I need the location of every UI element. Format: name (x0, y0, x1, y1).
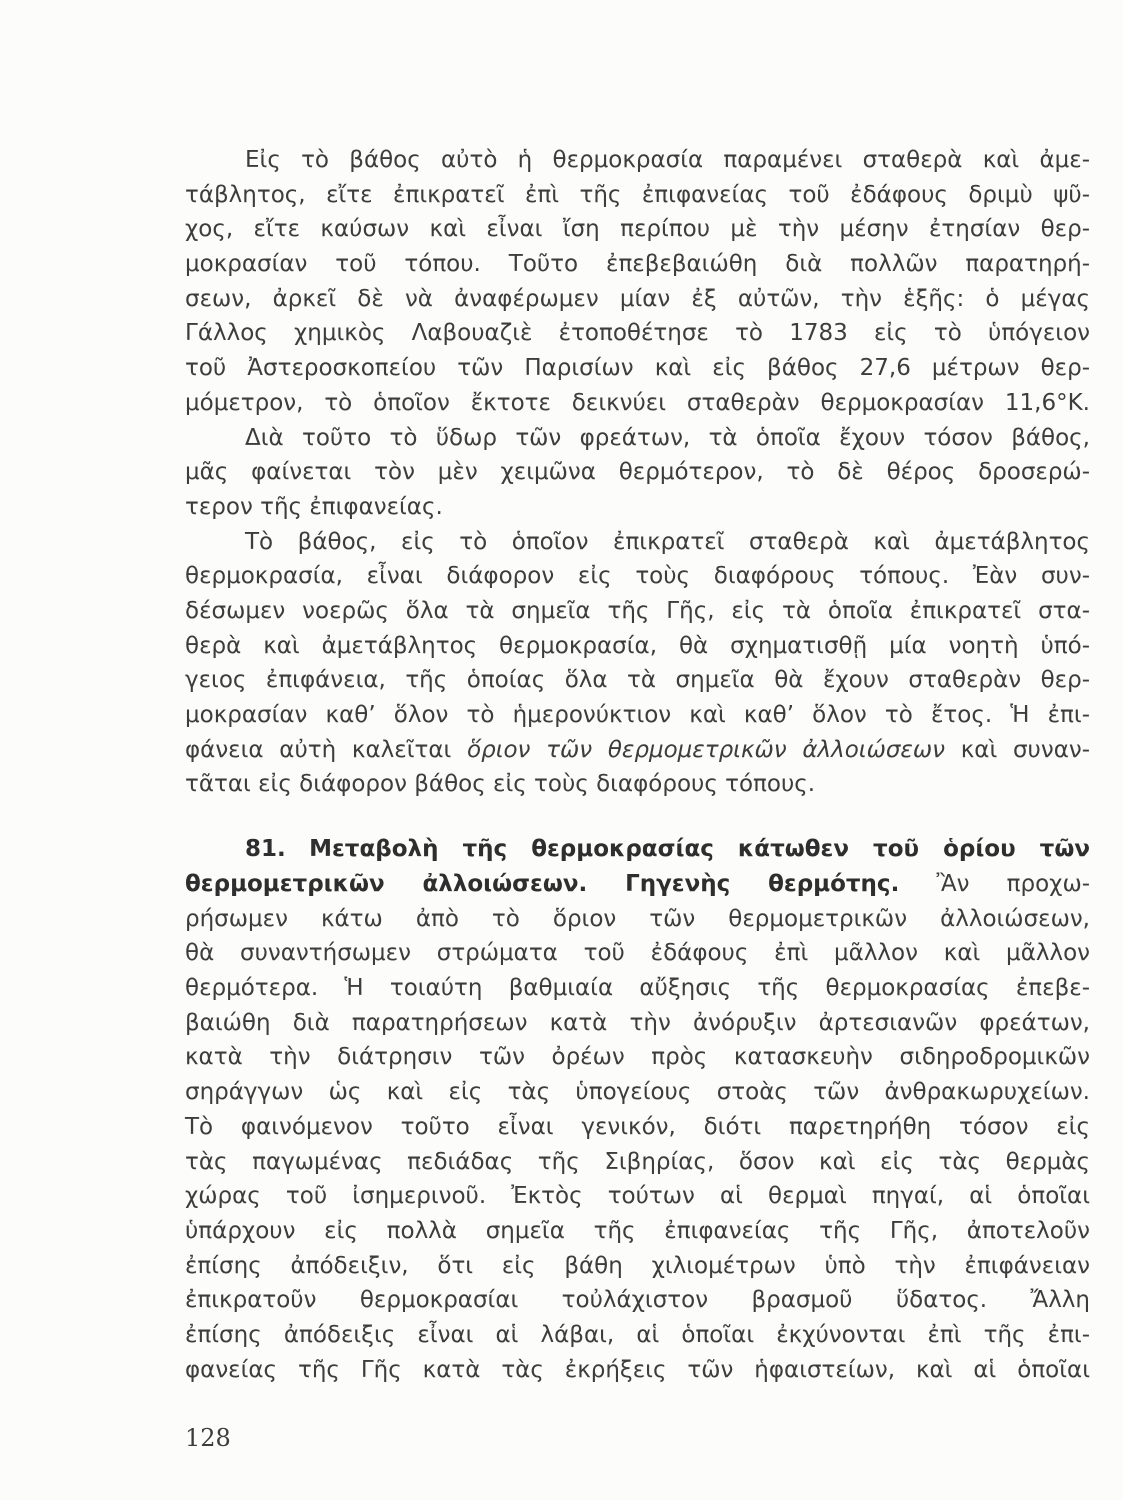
paragraph-first-line: Τὸ βάθος, εἰς τὸ ὁποῖον ἐπικρατεῖ σταθερὰ καὶ ἀμετάβλητος (245, 528, 1090, 555)
text-segment: Ἂν προχω- (936, 871, 1091, 898)
text-line: μόμετρον, τὸ ὁποῖον ἔκτοτε δεικνύει σταθερὰν θερμοκρασίαν 11,6°Κ. (185, 389, 1090, 416)
text-line: θερμότερα. Ἡ τοιαύτη βαθμιαία αὔξησις τῆς θερμοκρασίας ἐπεβε- (185, 975, 1090, 1002)
paragraph-first-line: Εἰς τὸ βάθος αὐτὸ ἡ θερμοκρασία παραμένει σταθερὰ καὶ ἀμε- (245, 147, 1090, 173)
text-line: τάβλητος, εἴτε ἐπικρατεῖ ἐπὶ τῆς ἐπιφανείας τοῦ ἐδάφους δριμὺ ψῦ- (185, 181, 1090, 208)
text-line: θὰ συναντήσωμεν στρώματα τοῦ ἐδάφους ἐπὶ μᾶλλον καὶ μᾶλλον (185, 940, 1090, 967)
text-line: τοῦ Ἀστεροσκοπείου τῶν Παρισίων καὶ εἰς βάθος 27,6 μέτρων θερ- (185, 355, 1090, 382)
text-line: ὑπάρχουν εἰς πολλὰ σημεῖα τῆς ἐπιφανείας τῆς Γῆς, ἀποτελοῦν (185, 1217, 1090, 1244)
text-line: τὰς παγωμένας πεδιάδας τῆς Σιβηρίας, ὅσον καὶ εἰς τὰς θερμὰς (185, 1148, 1090, 1175)
text-line: μᾶς φαίνεται τὸν μὲν χειμῶνα θερμότερον, τὸ δὲ θέρος δροσερώ- (185, 459, 1090, 486)
text-segment: καὶ συναν- (960, 736, 1091, 763)
text-line: σεων, ἀρκεῖ δὲ νὰ ἀναφέρωμεν μίαν ἐξ αὐτῶν, τὴν ἑξῆς: ὁ μέγας (185, 285, 1090, 312)
text-line: γειος ἐπιφάνεια, τῆς ὁποίας ὅλα τὰ σημεῖα θὰ ἔχουν σταθερὰν θερ- (185, 667, 1090, 694)
text-line: χος, εἴτε καύσων καὶ εἶναι ἴση περίπου μὲ τὴν μέσην ἐτησίαν θερ- (185, 216, 1090, 243)
section-title: Μεταβολὴ τῆς θερμοκρασίας κάτωθεν τοῦ ὁρίου τῶν (309, 836, 1091, 863)
italic-term: ὅριον τῶν θερμομετρικῶν ἀλλοιώσεων (467, 736, 945, 763)
text-column (185, 143, 1090, 1387)
page-number: 128 (185, 1424, 231, 1452)
text-line: θερμοκρασία, εἶναι διάφορον εἰς τοὺς διαφόρους τόπους. Ἐὰν συν- (185, 563, 1090, 590)
text-line: μοκρασίαν τοῦ τόπου. Τοῦτο ἐπεβεβαιώθη διὰ πολλῶν παρατηρή- (185, 251, 1090, 278)
text-line: ἐπίσης ἀπόδειξις εἶναι αἱ λάβαι, αἱ ὁποῖαι ἐκχύνονται ἐπὶ τῆς ἐπι- (185, 1321, 1090, 1348)
text-line: θερὰ καὶ ἀμετάβλητος θερμοκρασία, θὰ σχηματισθῇ μία νοητὴ ὑπό- (185, 632, 1090, 659)
text-line: βαιώθη διὰ παρατηρήσεων κατὰ τὴν ἀνόρυξιν ἀρτεσιανῶν φρεάτων, (185, 1009, 1090, 1036)
section-number: 81. (245, 836, 286, 863)
text-line (185, 733, 1090, 768)
paragraph-last-line: τερον τῆς ἐπιφανείας. (185, 493, 443, 520)
text-line: μοκρασίαν καθ’ ὅλον τὸ ἡμερονύκτιον καὶ καθ’ ὅλον τὸ ἔτος. Ἡ ἐπι- (185, 702, 1090, 728)
section-heading-line (185, 832, 1090, 867)
section-heading-line (185, 867, 1090, 902)
text-line: φανείας τῆς Γῆς κατὰ τὰς ἐκρήξεις τῶν ἡφαιστείων, καὶ αἱ ὁποῖαι (185, 1356, 1090, 1383)
paragraph-last-line: τᾶται εἰς διάφορον βάθος εἰς τοὺς διαφόρους τόπους. (185, 771, 816, 798)
text-line: δέσωμεν νοερῶς ὅλα τὰ σημεῖα τῆς Γῆς, εἰς τὰ ὁποῖα ἐπικρατεῖ στα- (185, 597, 1090, 624)
paragraph-first-line: Διὰ τοῦτο τὸ ὕδωρ τῶν φρεάτων, τὰ ὁποῖα ἔχουν τόσον βάθος, (245, 424, 1090, 451)
text-segment: φάνεια αὐτὴ καλεῖται (185, 736, 452, 763)
text-line: ρήσωμεν κάτω ἀπὸ τὸ ὅριον τῶν θερμομετρικῶν ἀλλοιώσεων, (185, 905, 1090, 932)
paragraph (185, 525, 1090, 803)
section-title: θερμομετρικῶν ἀλλοιώσεων. Γηγενὴς θερμότης. (185, 871, 900, 898)
text-line: κατὰ τὴν διάτρησιν τῶν ὀρέων πρὸς κατασκευὴν σιδηροδρομικῶν (185, 1044, 1090, 1071)
paragraph (185, 421, 1090, 525)
text-line: χώρας τοῦ ἰσημερινοῦ. Ἐκτὸς τούτων αἱ θερμαὶ πηγαί, αἱ ὁποῖαι (185, 1183, 1090, 1210)
text-line: Γάλλος χημικὸς Λαβουαζιὲ ἐτοποθέτησε τὸ 1783 εἰς τὸ ὑπόγειον (185, 320, 1090, 347)
section-81 (185, 832, 1090, 1387)
text-line: ἐπικρατοῦν θερμοκρασίαι τοὐλάχιστον βρασμοῦ ὕδατος. Ἄλλη (185, 1287, 1090, 1314)
text-line: σηράγγων ὡς καὶ εἰς τὰς ὑπογείους στοὰς τῶν ἀνθρακωρυχείων. (185, 1079, 1090, 1106)
paragraph (185, 143, 1090, 421)
text-line: Τὸ φαινόμενον τοῦτο εἶναι γενικόν, διότι παρετηρήθη τόσον εἰς (185, 1113, 1090, 1140)
text-line: ἐπίσης ἀπόδειξιν, ὅτι εἰς βάθη χιλιομέτρων ὑπὸ τὴν ἐπιφάνειαν (185, 1252, 1090, 1279)
